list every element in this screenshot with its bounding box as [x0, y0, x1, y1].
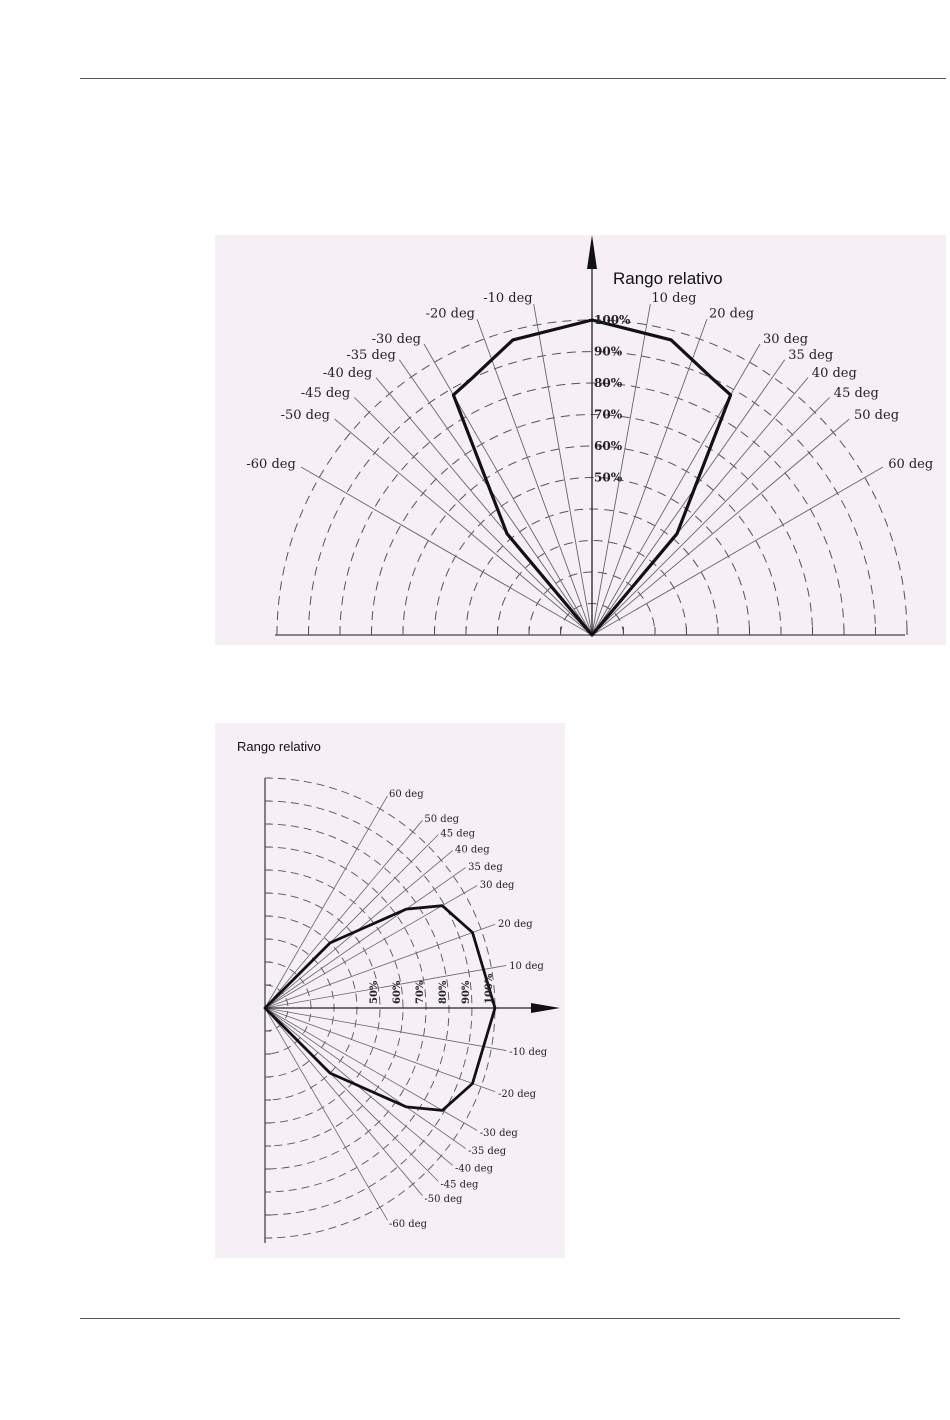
header-rule	[80, 78, 946, 79]
side-angle-label: -35 deg	[468, 1146, 507, 1158]
side-angle-label: 50 deg	[424, 814, 460, 825]
side-angle-label: 45 deg	[440, 828, 476, 840]
side-angle-line	[265, 1008, 495, 1092]
top-angle-label: 30 deg	[763, 331, 809, 347]
top-percent-label: 60%	[594, 439, 623, 453]
top-angle-label: -10 deg	[483, 291, 533, 307]
top-angle-label: -20 deg	[425, 306, 475, 322]
side-percent-label: 80%	[438, 980, 449, 1004]
side-percent-label: 60%	[392, 980, 403, 1004]
side-angle-label: -20 deg	[498, 1088, 537, 1100]
top-diagram-title: Rango relativo	[613, 269, 723, 288]
top-polar-diagram-svg	[215, 235, 946, 645]
top-angle-label: -35 deg	[346, 347, 396, 363]
side-polar-diagram-svg	[215, 723, 565, 1258]
side-diagram-grid	[265, 778, 560, 1243]
side-angle-label: 30 deg	[479, 880, 515, 891]
top-angle-line	[301, 467, 592, 635]
top-angle-line	[477, 319, 592, 635]
side-angle-label: 35 deg	[468, 861, 503, 873]
side-percent-label: 50%	[369, 980, 380, 1004]
side-angle-label: -40 deg	[455, 1163, 494, 1175]
top-diagram-grid	[275, 235, 907, 635]
side-angle-label: -60 deg	[389, 1218, 428, 1230]
side-angle-label: 10 deg	[509, 960, 544, 972]
top-angle-label: -50 deg	[280, 408, 330, 424]
top-angle-label: 35 deg	[788, 347, 834, 363]
top-angle-label: 60 deg	[888, 457, 934, 472]
top-polar-diagram	[215, 235, 946, 645]
top-angle-label: -60 deg	[246, 457, 296, 472]
top-angle-label: 50 deg	[854, 408, 900, 424]
top-angle-label: -40 deg	[322, 366, 373, 381]
side-angle-label: -50 deg	[424, 1194, 463, 1205]
top-percent-label: 50%	[594, 470, 623, 485]
side-polar-diagram	[215, 723, 565, 1258]
top-angle-label: -45 deg	[300, 386, 351, 402]
top-percent-label: 70%	[594, 407, 623, 422]
top-angle-label: 45 deg	[833, 386, 879, 402]
side-percent-label: 100%	[484, 973, 495, 1004]
top-percent-label: 90%	[594, 344, 623, 359]
footer-rule	[80, 1318, 900, 1319]
side-percent-label: 90%	[461, 980, 472, 1004]
top-angle-label: 10 deg	[651, 291, 697, 307]
side-angle-label: -30 deg	[479, 1128, 518, 1139]
top-angle-label: 40 deg	[811, 366, 857, 381]
side-angle-label: 20 deg	[498, 919, 533, 931]
top-angle-label: 20 deg	[709, 306, 755, 322]
top-angle-label: -30 deg	[371, 331, 421, 347]
side-percent-label: 70%	[415, 980, 426, 1004]
side-diagram-title: Rango relativo	[237, 739, 321, 754]
side-angle-label: 40 deg	[455, 844, 490, 856]
side-axis-arrowhead	[531, 1003, 560, 1013]
top-axis-arrowhead	[587, 235, 597, 269]
side-angle-line	[265, 1008, 388, 1220]
side-angle-line	[265, 796, 388, 1008]
side-angle-label: -45 deg	[440, 1179, 479, 1191]
top-percent-label: 80%	[594, 376, 623, 390]
side-angle-label: 60 deg	[389, 789, 424, 801]
top-percent-label: 100%	[594, 313, 631, 327]
side-angle-label: -10 deg	[509, 1047, 548, 1059]
top-angle-line	[592, 467, 883, 635]
